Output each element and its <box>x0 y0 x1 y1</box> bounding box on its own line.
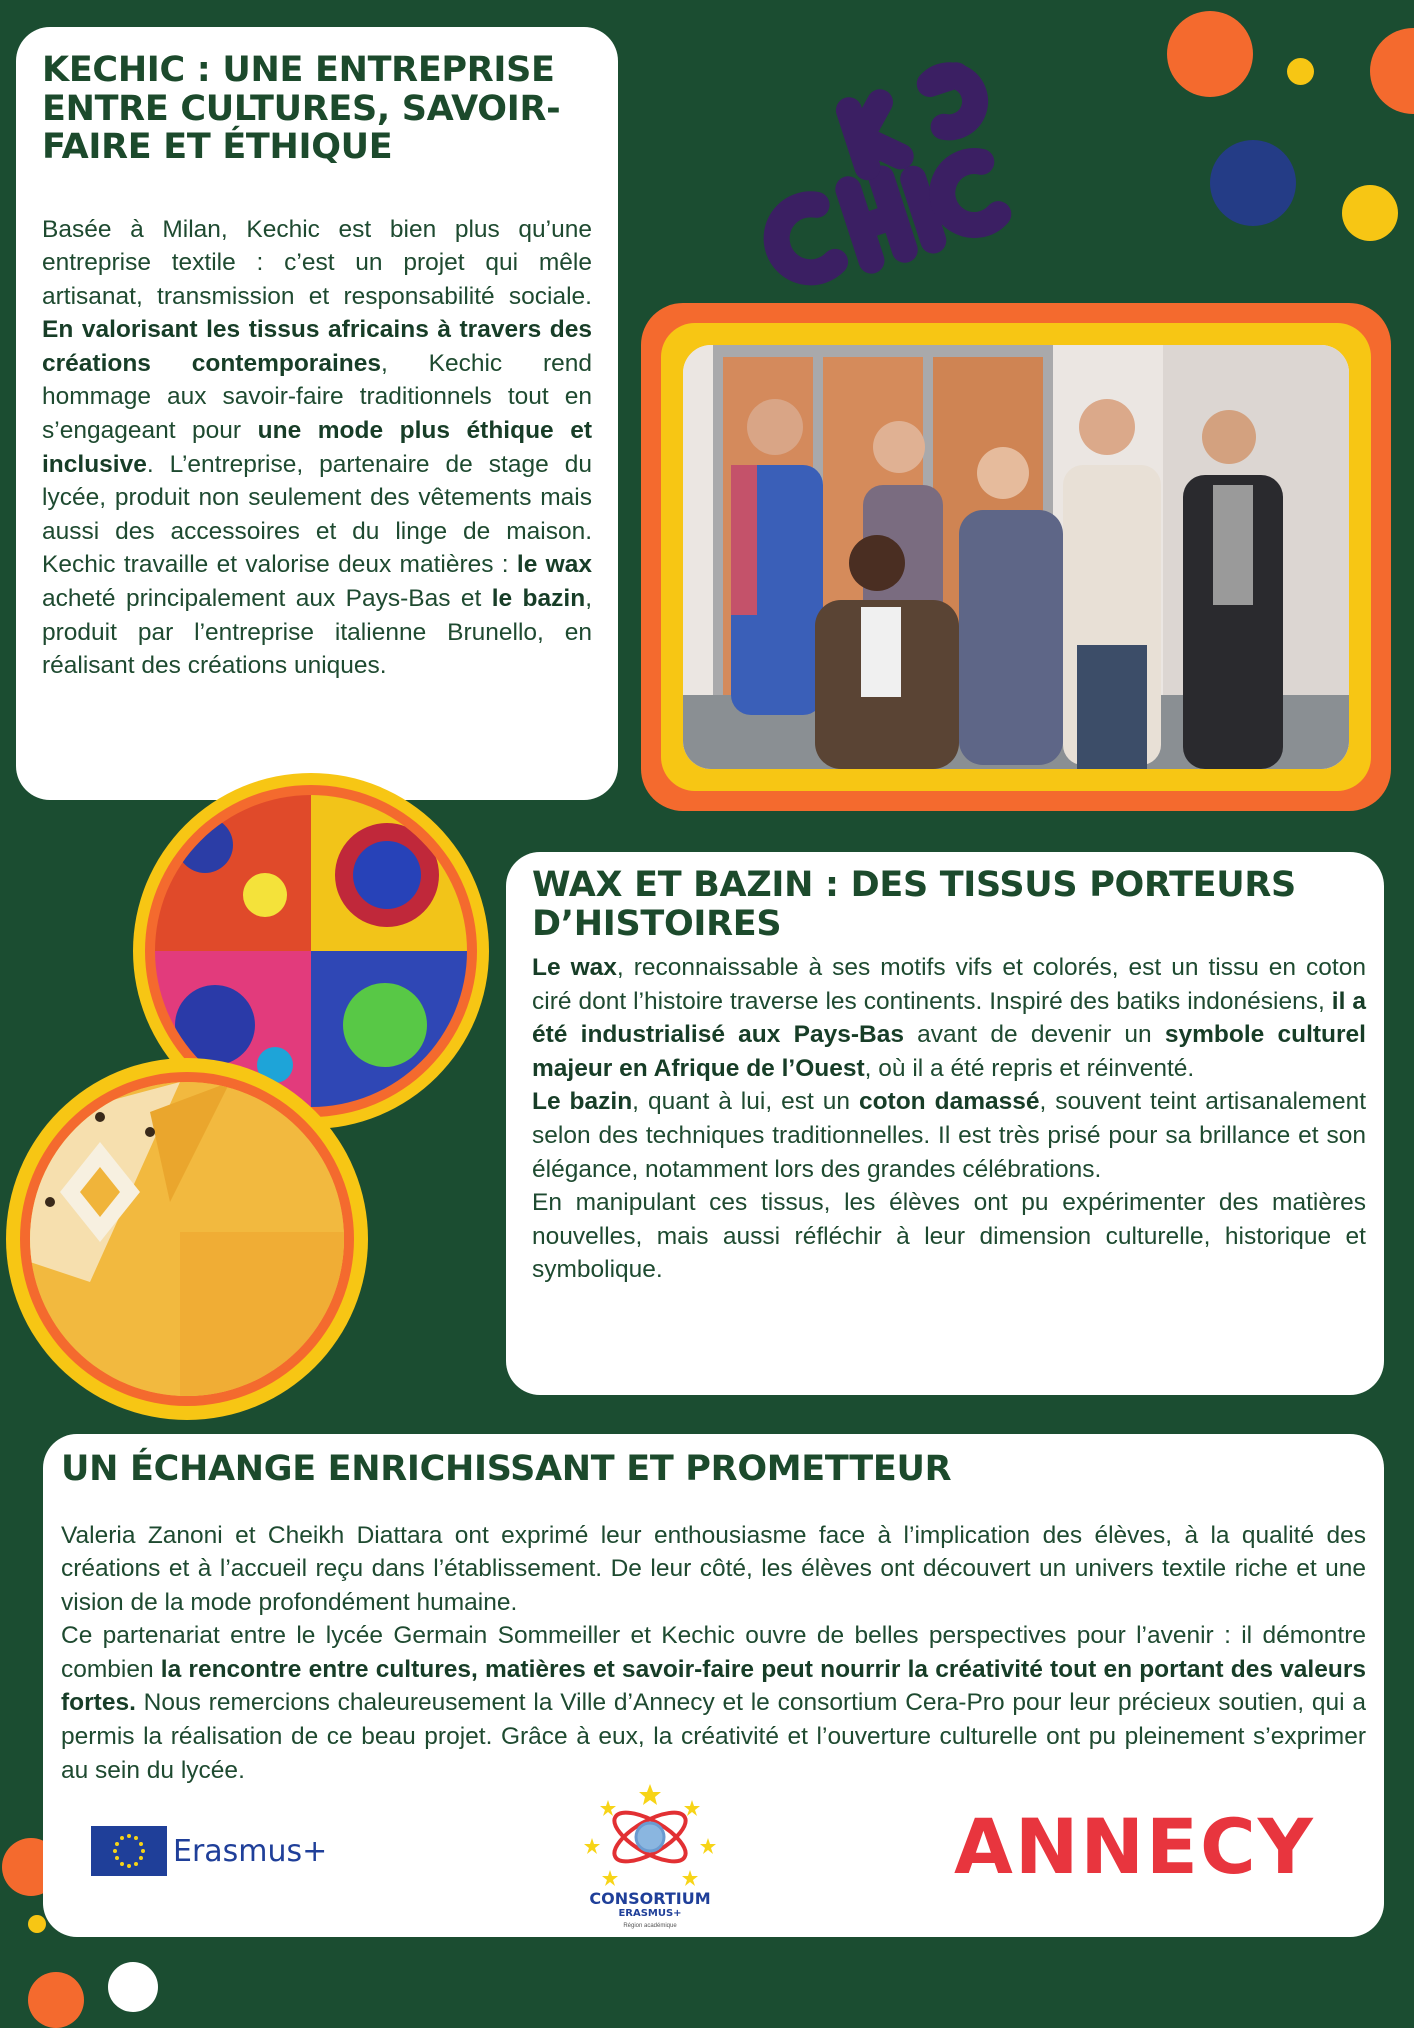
kechic-logo-graphic <box>755 55 1065 295</box>
team-photo-image <box>683 345 1349 769</box>
intro-text-bold: une mode plus éthique et inclusive <box>42 417 592 478</box>
exchange-text-part: Nous remercions chaleureusement la Ville d’Annecy et le consortium Cera-Pro pour leur précieux soutien, qui a permis la réalisation de ce beau projet. Grâce à eux, la créativité et l’ouverture culturelle ont pu pleinement s’exprimer au sein du lycée. <box>61 1689 1366 1784</box>
intro-text-part: , Kechic rend hommage aux savoir-faire traditionnels tout en s’engageant pour <box>42 349 593 445</box>
students-text: En manipulant ces tissus, les élèves ont pu expérimenter des matières nouvelles, mais aussi réfléchir à leur dimension culturelle, historique et symbolique. <box>532 1189 1366 1284</box>
decor-dot-white-bl <box>108 1962 158 2012</box>
consortium-logo-tagline: Région académique <box>623 1923 677 1929</box>
decor-dot-navy <box>1210 140 1296 226</box>
intro-text-bold: le wax <box>516 551 592 579</box>
intro-text-bold: En valorisant les tissus africains à travers des créations contemporaines <box>42 316 592 377</box>
decor-dot-orange <box>1167 11 1253 97</box>
eu-flag-icon <box>91 1826 167 1876</box>
decor-dot-orange-edge <box>1370 28 1414 114</box>
wax-text <box>532 951 1366 1085</box>
exchange-text-2 <box>61 1619 1366 1787</box>
kechic-logo <box>755 55 1065 295</box>
wax-text-part: , reconnaissable à ses motifs vifs et colorés, est un tissu en coton ciré dont l’histoire traverse les continents. Inspiré des batiks indonésiens, <box>532 954 1366 1015</box>
team-photo <box>683 345 1349 769</box>
wax-text-part: avant de devenir un <box>903 1021 1165 1049</box>
bazin-text-part: , souvent teint artisanalement selon des techniques traditionnelles. Il est très prisé pour sa brillance et son élégance, notamment lors des grandes célébrations. <box>532 1088 1366 1183</box>
decor-dot-yellow-small <box>1287 58 1314 85</box>
intro-text <box>42 213 592 683</box>
consortium-logo-subtext: ERASMUS+ <box>618 1908 682 1919</box>
decor-dot-orange-bl3 <box>28 1972 84 2028</box>
exchange-text-bold: la rencontre entre cultures, matières et savoir-faire peut nourrir la créativité tout en portant des valeurs fortes. <box>61 1655 1366 1717</box>
exchange-card <box>43 1434 1384 1937</box>
wax-text-bold: il a été industrialisé aux Pays-Bas <box>532 987 1367 1049</box>
bazin-text-bold: coton damassé <box>858 1088 1040 1116</box>
annecy-logo: ANNECY <box>954 1802 1315 1891</box>
intro-text-part: . L’entreprise, partenaire de stage du lycée, produit non seulement des vêtements mais aussi des accessoires et du linge de maison. Kechic travaille et valorise deux matières : <box>42 450 592 579</box>
erasmus-logo-text: Erasmus+ <box>173 1834 328 1869</box>
wax-text-bold: Le wax <box>532 954 617 981</box>
intro-text-part: Basée à Milan, Kechic est bien plus qu’une entreprise textile : c’est un projet qui mêle artisanat, transmission et responsabilité sociale. <box>42 215 592 310</box>
decor-dot-yellow-bl <box>28 1915 46 1933</box>
bazin-text-part: , quant à lui, est un <box>632 1088 859 1116</box>
exchange-text-1: Valeria Zanoni et Cheikh Diattara ont exprimé leur enthousiasme face à l’implication des élèves, à la qualité des créations et à l’accueil reçu dans l’établissement. De leur côté, les élèves ont découvert un univers textile riche et une vision de la mode profondément humaine. <box>61 1521 1366 1616</box>
consortium-logo-text: CONSORTIUM <box>589 1889 711 1908</box>
team-photo-frame <box>641 303 1391 811</box>
consortium-emblem-icon <box>578 1782 722 1892</box>
wax-bazin-title: WAX ET BAZIN : DES TISSUS PORTEURS D’HISTOIRES <box>532 865 1296 944</box>
erasmus-logo <box>91 1822 351 1882</box>
exchange-text-part: Ce partenariat entre le lycée Germain Sommeiller et Kechic ouvre de belles perspectives pour l’avenir : il démontre combien <box>61 1622 1366 1683</box>
intro-text-part: acheté principalement aux Pays-Bas et <box>42 585 492 613</box>
intro-card <box>16 27 618 800</box>
bazin-text-bold: Le bazin <box>532 1088 633 1116</box>
intro-text-part: , produit par l’entreprise italienne Brunello, en réalisant des créations uniques. <box>42 585 592 680</box>
bazin-text <box>532 1085 1366 1186</box>
wax-text-part: , où il a été repris et réinventé. <box>864 1054 1195 1082</box>
intro-title: KECHIC : UNE ENTREPRISE ENTRE CULTURES, SAVOIR-FAIRE ET ÉTHIQUE <box>42 50 561 167</box>
consortium-logo <box>578 1782 722 1930</box>
wax-bazin-card <box>506 852 1384 1395</box>
exchange-title: UN ÉCHANGE ENRICHISSANT ET PROMETTEUR <box>61 1449 952 1489</box>
wax-text-bold: symbole culturel majeur en Afrique de l’Ouest <box>532 1021 1366 1082</box>
bazin-fabric-image <box>30 1082 344 1396</box>
decor-dot-yellow <box>1342 185 1398 241</box>
intro-text-bold: le bazin <box>491 585 586 613</box>
bazin-fabric-circle <box>6 1058 368 1420</box>
